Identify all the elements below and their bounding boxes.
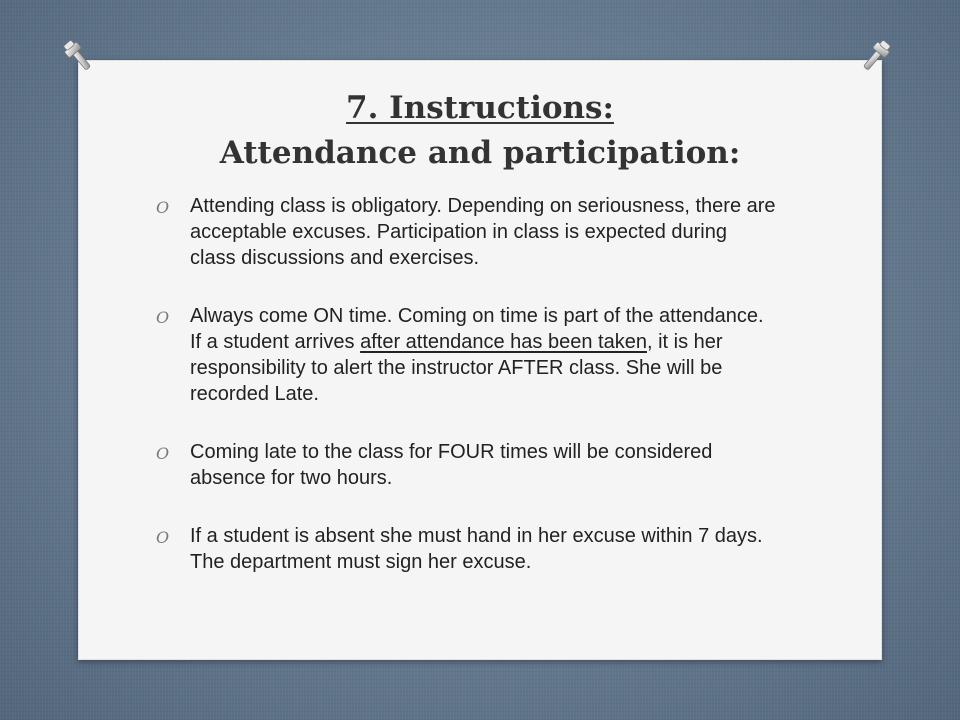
bullet-item-2 [156, 303, 776, 407]
bullet-mark-icon: O [156, 198, 170, 217]
bullet-mark-icon: O [156, 528, 170, 547]
slide-title [78, 86, 882, 176]
bullet-text-after: , it is her responsibility to alert the instructor AFTER class. She will be recorded Late. [190, 331, 723, 405]
slide-title-line-1: 7. Instructions: [346, 90, 614, 126]
bullet-text: Coming late to the class for FOUR times will be considered absence for two hours. [190, 441, 713, 489]
bullet-text-underlined: after attendance has been taken [360, 331, 647, 353]
bullet-mark-icon: O [156, 308, 170, 327]
bullet-item-1 [156, 193, 776, 271]
pushpin-right-icon [856, 36, 896, 76]
bullet-item-4 [156, 523, 776, 575]
bullet-list [156, 193, 776, 607]
bullet-mark-icon: O [156, 444, 170, 463]
bullet-text-before: Always come ON time. Coming on time is part of the attendance. If a student arrives [190, 305, 764, 353]
pushpin-left-icon [58, 36, 98, 76]
slide-card [78, 60, 882, 660]
bullet-item-3 [156, 439, 776, 491]
bullet-text: Attending class is obligatory. Depending on seriousness, there are acceptable excuses. Participation in class is expected during class discussions and exercises. [190, 195, 776, 269]
slide-title-line-2: Attendance and participation: [219, 135, 741, 171]
bullet-text: If a student is absent she must hand in her excuse within 7 days. The department must sign her excuse. [190, 525, 763, 573]
